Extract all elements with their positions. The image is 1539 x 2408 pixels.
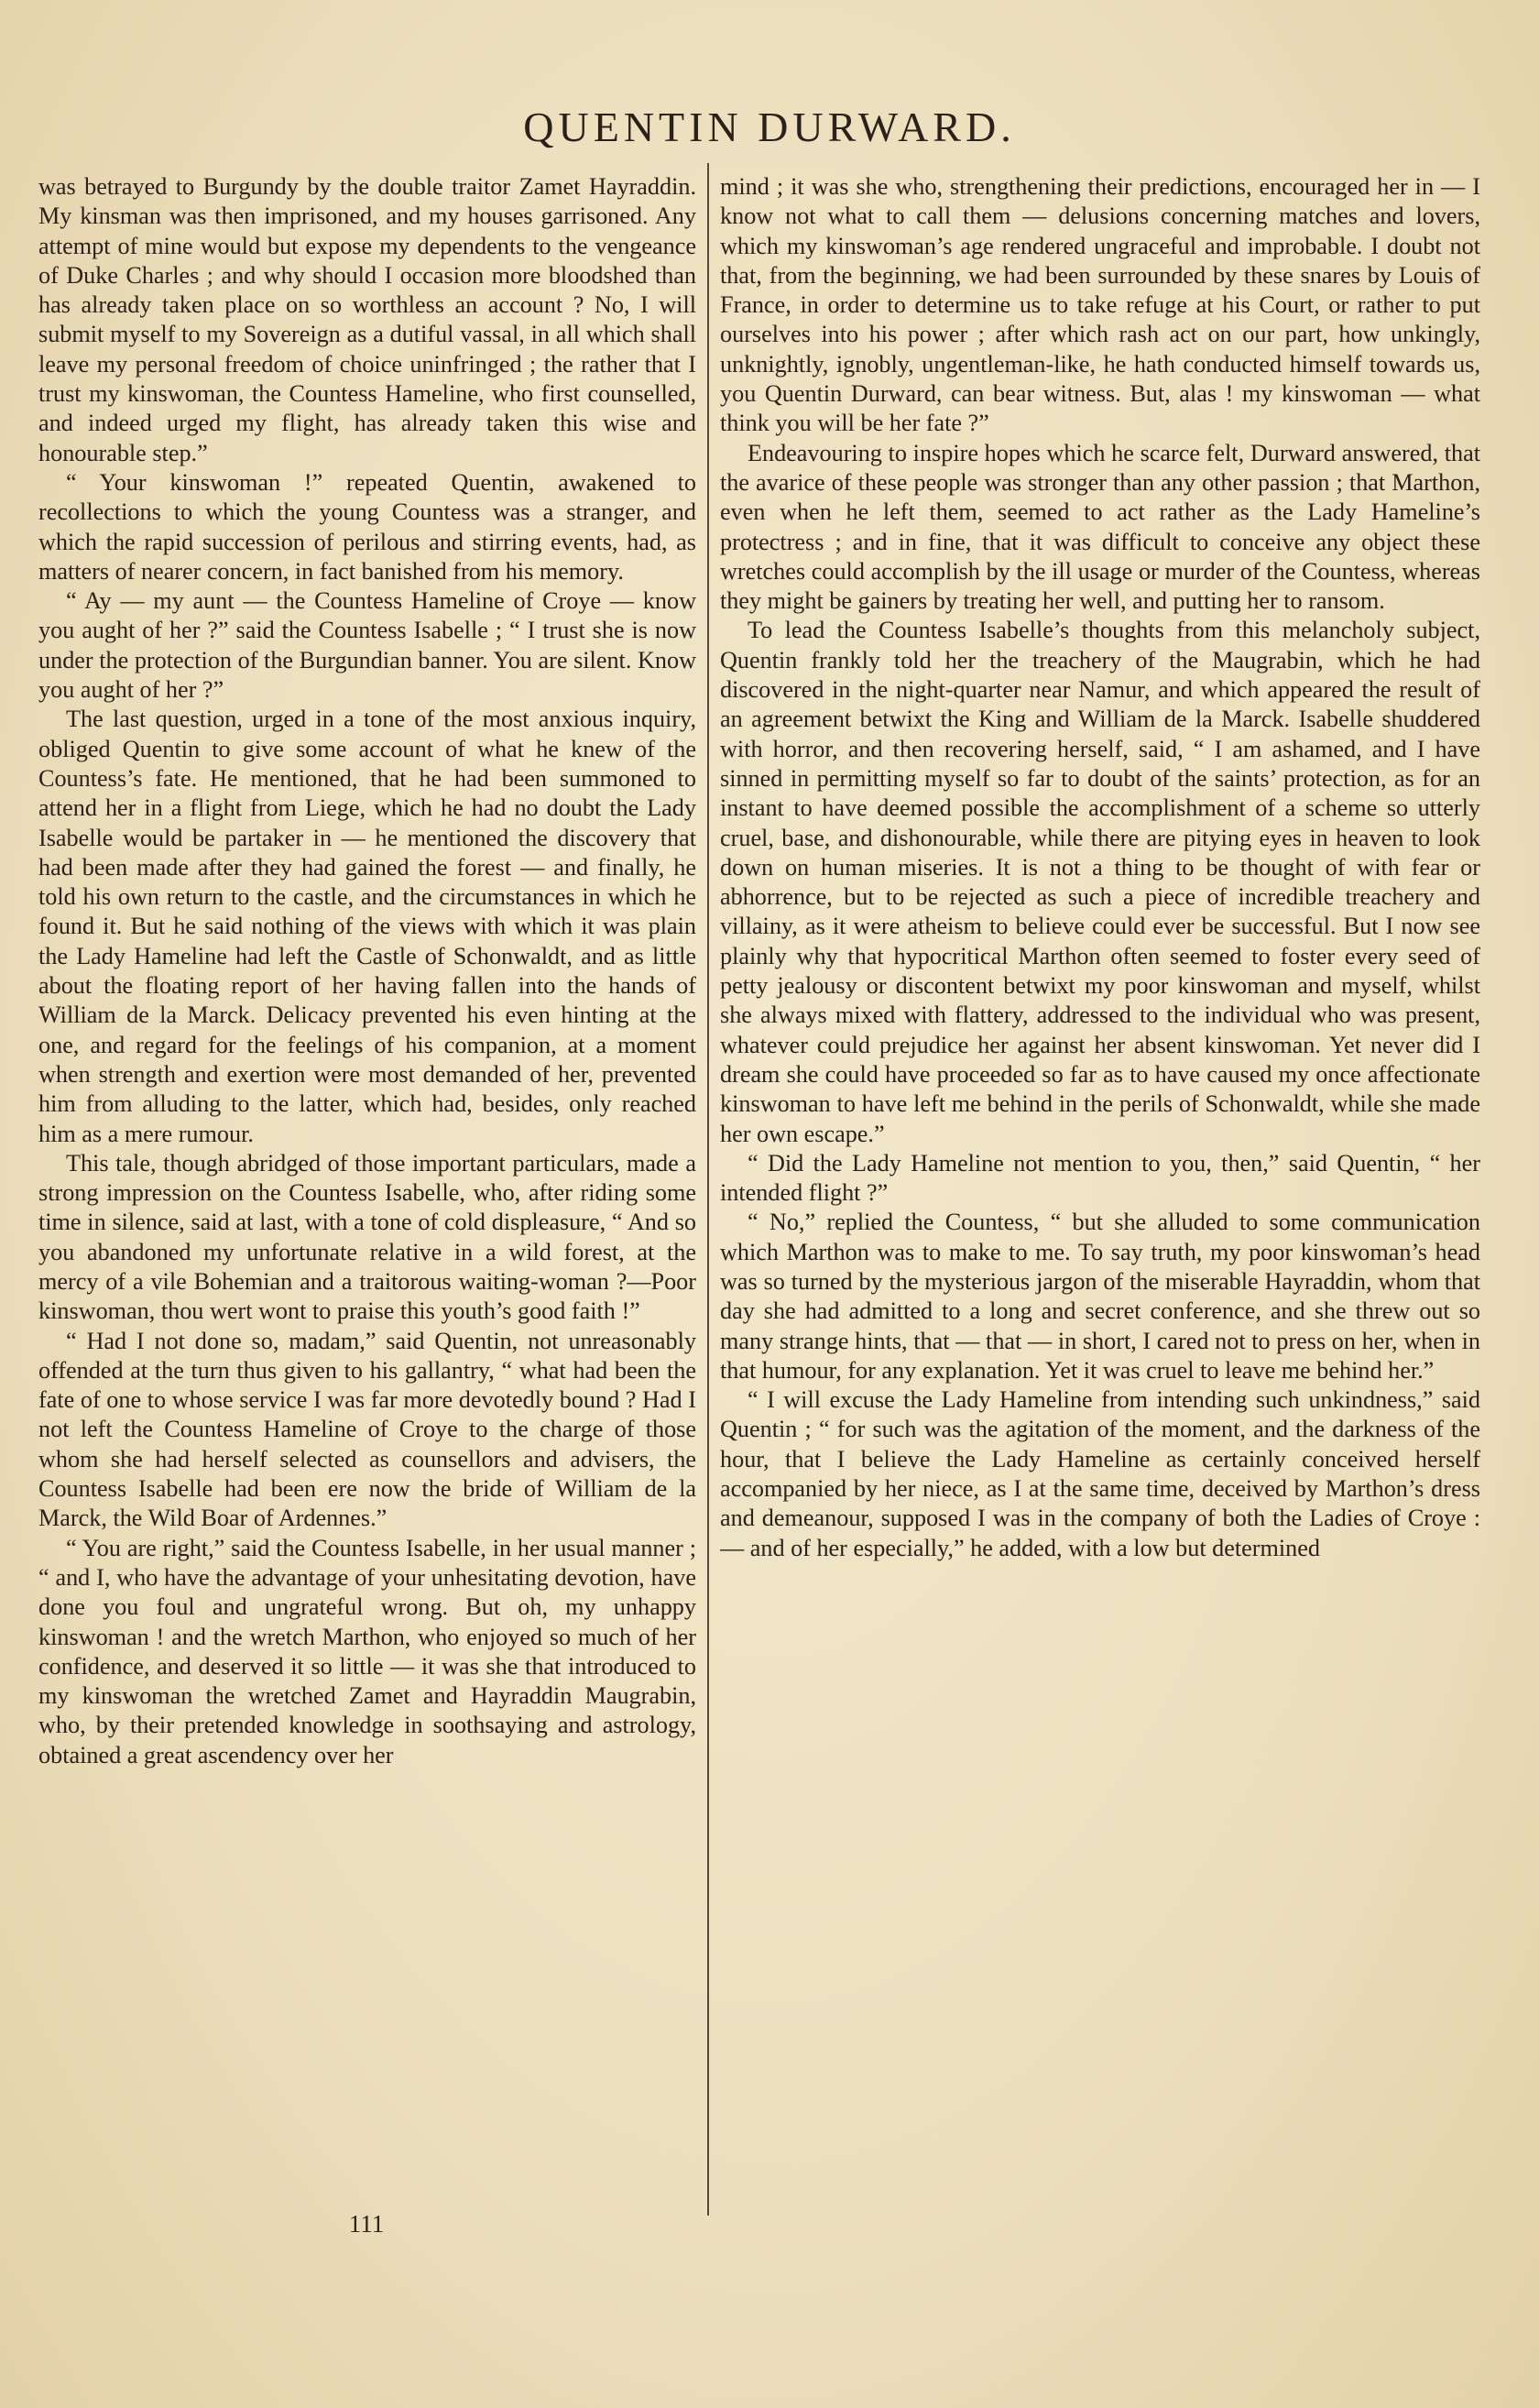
paragraph: “ No,” replied the Countess, “ but she alluded to some communication which Marthon was to make to me. To say truth, my poor kinswoman’s head was so turned by the mysterious jargon of the miserable Hayraddin, whom that day she had admitted to a long and secret conference, and she threw out so many strange hints, that — that — in short, I cared not to press on her, when in that humour, for any explanation. Yet it was cruel to leave me behind her.” [720,1209,1480,1384]
paragraph: was betrayed to Burgundy by the double traitor Zamet Hayraddin. My kinsman was then imprisoned, and my houses garrisoned. Any attempt of mine would but expose my dependents to the vengeance of Duke Charles ; and why should I occasion more bloodshed than has already taken place on so worthless an account ? No, I will submit myself to my Sovereign as a dutiful vassal, in all which shall leave my personal freedom of choice uninfringed ; the rather that I trust my kinswoman, the Countess Hameline, who first counselled, and indeed urged my flight, has already taken this wise and honourable step.” [38,173,696,466]
page-number: 111 [348,2210,385,2238]
left-column [38,172,696,2206]
paragraph: This tale, though abridged of those important particulars, made a strong impression on the Countess Isabelle, who, after riding some time in silence, said at last, with a tone of cold displeasure, “ And so you abandoned my unfortunate relative in a wild forest, at the mercy of a vile Bohemian and a traitorous waiting-woman ?—Poor kinswoman, thou wert wont to praise this youth’s good faith !” [38,1149,696,1325]
paragraph: Endeavouring to inspire hopes which he scarce felt, Durward answered, that the avarice of these people was stronger than any other passion ; that Marthon, even when he left them, seemed to act rather as the Lady Hameline’s protectress ; and in fine, that it was difficult to conceive any object these wretches could accomplish by the ill usage or murder of the Countess, whereas they might be gainers by treating her well, and putting her to ransom. [720,439,1480,615]
paragraph: “ Your kinswoman !” repeated Quentin, awakened to recollections to which the young Countess was a stranger, and which the rapid succession of perilous and stirring events, had, as matters of nearer concern, in fact banished from his memory. [38,468,696,585]
paragraph: The last question, urged in a tone of the most anxious inquiry, obliged Quentin to give some account of what he knew of the Countess’s fate. He mentioned, that he had been summoned to attend her in a flight from Liege, which he had no doubt the Lady Isabelle would be partaker in — he mentioned the discovery that had been made after they had gained the forest — and finally, he told his own return to the castle, and the circumstances in which he found it. But he said nothing of the views with which it was plain the Lady Hameline had left the Castle of Schonwaldt, and as little about the floating report of her having fallen into the hands of William de la Marck. Delicacy prevented his even hinting at the one, and regard for the feelings of his companion, at a moment when strength and exertion were most demanded of her, prevented him from alluding to the latter, which had, besides, only reached him as a mere rumour. [38,706,696,1147]
paragraph: “ I will excuse the Lady Hameline from intending such unkindness,” said Quentin ; “ for such was the agitation of the moment, and the darkness of the hour, that I believe the Lady Hameline as certainly conceived herself accompanied by her niece, as I at the same time, deceived by Marthon’s dress and demeanour, supposed I was in the company of both the Ladies of Croye : — and of her especially,” he added, with a low but determined [720,1386,1480,1561]
paragraph: To lead the Countess Isabelle’s thoughts from this melancholy subject, Quentin frankly told her the treachery of the Maugrabin, which he had discovered in the night-quarter near Namur, and which appeared the result of an agreement betwixt the King and William de la Marck. Isabelle shuddered with horror, and then recovering herself, said, “ I am ashamed, and I have sinned in permitting myself so far to doubt of the saints’ protection, as for an instant to have deemed possible the accomplishment of a scheme so utterly cruel, base, and dishonourable, while there are pitying eyes in heaven to look down on human miseries. It is not a thing to be thought of with fear or abhorrence, but to be rejected as such a piece of incredible treachery and villainy, as it were atheism to believe could ever be successful. But I now see plainly why that hypocritical Marthon often seemed to foster every seed of petty jealousy or discontent betwixt my poor kinswoman and myself, whilst she always mixed with flattery, addressed to the individual who was present, whatever could prejudice her against her absent kinswoman. Yet never did I dream she could have proceeded so far as to have caused my once affectionate kinswoman to have left me behind in the perils of Schonwaldt, while she made her own escape.” [720,617,1480,1147]
paragraph: mind ; it was she who, strengthening their predictions, encouraged her in — I know not what to call them — delusions concerning matches and lovers, which my kinswoman’s age rendered ungraceful and improbable. I doubt not that, from the beginning, we had been surrounded by these snares by Louis of France, in order to determine us to take refuge at his Court, or rather to put ourselves into his power ; after which rash act on our part, how unkingly, unknightly, ignobly, ungentleman-like, he hath conducted himself towards us, you Quentin Durward, can bear witness. But, alas ! my kinswoman — what think you will be her fate ?” [720,173,1480,437]
paragraph: “ You are right,” said the Countess Isabelle, in her usual manner ; “ and I, who have the advantage of your unhesitating devotion, have done you foul and ungrateful wrong. But oh, my unhappy kinswoman ! and the wretch Marthon, who enjoyed so much of her confidence, and deserved it so little — it was she that introduced to my kinswoman the wretched Zamet and Hayraddin Maugrabin, who, by their pretended knowledge in soothsaying and astrology, obtained a great ascendency over her [38,1534,696,1768]
column-divider [707,163,709,2216]
paragraph: “ Did the Lady Hameline not mention to you, then,” said Quentin, “ her intended flight ?” [720,1149,1480,1207]
running-head: QUENTIN DURWARD. [523,104,1016,150]
paragraph: “ Had I not done so, madam,” said Quentin, not unreasonably offended at the turn thus given to his gallantry, “ what had been the fate of one to whose service I was far more devotedly bound ? Had I not left the Countess Hameline of Croye to the charge of those whom she had herself selected as counsellors and advisers, the Countess Isabelle had been ere now the bride of William de la Marck, the Wild Boar of Ardennes.” [38,1327,696,1532]
paragraph: “ Ay — my aunt — the Countess Hameline of Croye — know you aught of her ?” said the Countess Isabelle ; “ I trust she is now under the protection of the Burgundian banner. You are silent. Know you aught of her ?” [38,587,696,704]
right-column [720,172,1480,2206]
